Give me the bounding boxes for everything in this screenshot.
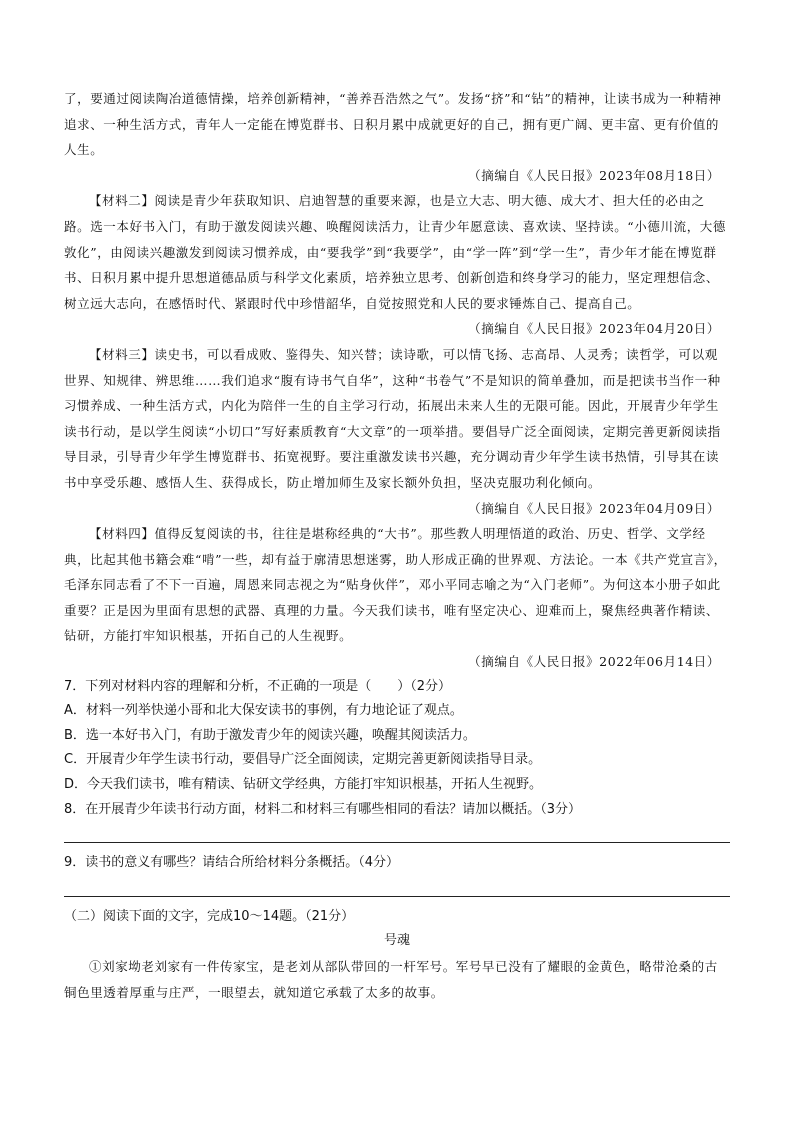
question-7-option-d: D．今天我们读书，唯有精读、钻研文学经典，方能打牢知识根基，开拓人生视野。 — [64, 777, 543, 793]
answer-line-9[interactable] — [64, 876, 730, 897]
question-7: 7．下列对材料内容的理解和分析，不正确的一项是（ ）（2分） — [64, 678, 452, 694]
exam-page — [64, 86, 730, 1005]
story-title: 号魂 — [383, 933, 410, 949]
question-8: 8．在开展青少年读书行动方面，材料二和材料三有哪些相同的看法？请加以概括。（3分） — [64, 801, 582, 817]
citation-material-three: （摘编自《人民日报》2023年04月09日） — [468, 500, 720, 516]
material-two: 【材料二】阅读是青少年获取知识、启迪智慧的重要来源，也是立大志、明大德、成大才、担大任的必由之路。选一本好书入门，有助于激发阅读兴趣、唤醒阅读活力，让青少年愿意读、喜欢读、坚持读。“小德川流，大德敦化”，由阅读兴趣激发到阅读习惯养成，由“要我学”到“我要学”，由“学一阵”到“学一生”，青少年才能在博览群书、日积月累中提升思想道德品质与科学文化素质，培养独立思考、创新创造和终身学习的能力，坚定理想信念、树立远大志向，在感悟时代、紧跟时代中珍惜韶华，自觉按照党和人民的要求锤炼自己、提高自己。 — [64, 193, 726, 311]
citation-material-two: （摘编自《人民日报》2023年04月20日） — [468, 321, 720, 337]
question-7-option-a: A．材料一列举快递小哥和北大保安读书的事例，有力地论证了观点。 — [64, 703, 463, 719]
answer-line-8[interactable] — [64, 822, 730, 843]
question-9: 9．读书的意义有哪些？请结合所给材料分条概括。（4分） — [64, 855, 400, 871]
question-7-option-b: B．选一本好书入门，有助于激发青少年的阅读兴趣，唤醒其阅读活力。 — [64, 727, 476, 743]
story-paragraph-1: ①刘家坳老刘家有一件传家宝，是老刘从部队带回的一杆军号。军号早已没有了耀眼的金黄色，略带沧桑的古铜色里透着厚重与庄严，一眼望去，就知道它承载了太多的故事。 — [64, 959, 718, 1000]
citation-material-four: （摘编自《人民日报》2022年06月14日） — [468, 654, 720, 670]
citation-material-one: （摘编自《人民日报》2023年08月18日） — [468, 167, 720, 183]
material-one-tail: 了，要通过阅读陶冶道德情操，培养创新精神，“善养吾浩然之气”。发扬“挤”和“钻”的精神，让读书成为一种精神追求、一种生活方式，青年人一定能在博览群书、日积月累中成就更好的自己，拥有更广阔、更丰富、更有价值的人生。 — [64, 91, 722, 158]
material-three: 【材料三】读史书，可以看成败、鉴得失、知兴替；读诗歌，可以情飞扬、志高昂、人灵秀；读哲学，可以观世界、知规律、辨思维……我们追求“腹有诗书气自华”，这种“书卷气”不是知识的简单叠加，而是把读书当作一种习惯养成、一种生活方式，内化为陪伴一生的自主学习行动，拓展出未来人生的无限可能。因此，开展青少年学生读书行动，是以学生阅读“小切口”写好素质教育“大文章”的一项举措。要倡导广泛全面阅读，定期完善更新阅读指导目录，引导青少年学生博览群书、拓宽视野。要注重激发读书兴趣，充分调动青少年学生读书热情，引导其在读书中享受乐趣、感悟人生、获得成长，防止增加师生及家长额外负担，坚决克服功利化倾向。 — [64, 346, 721, 490]
material-four: 【材料四】值得反复阅读的书，往往是堪称经典的“大书”。那些教人明理悟道的政治、历史、哲学、文学经典，比起其他书籍会难“啃”一些，却有益于廓清思想迷雾，助人形成正确的世界观、方法论。一本《共产党宣言》，毛泽东同志看了不下一百遍，周恩来同志视之为“贴身伙伴”，邓小平同志喻之为“入门老师”。为何这本小册子如此重要？正是因为里面有思想的武器、真理的力量。今天我们读书，唯有坚定决心、迎难而上，聚焦经典著作精读、钻研，方能打牢知识根基，开拓自己的人生视野。 — [64, 526, 727, 644]
section-two-heading: （二）阅读下面的文字，完成10～14题。（21分） — [64, 908, 355, 924]
question-7-option-c: C．开展青少年学生读书行动，要倡导广泛全面阅读，定期完善更新阅读指导目录。 — [64, 752, 542, 768]
